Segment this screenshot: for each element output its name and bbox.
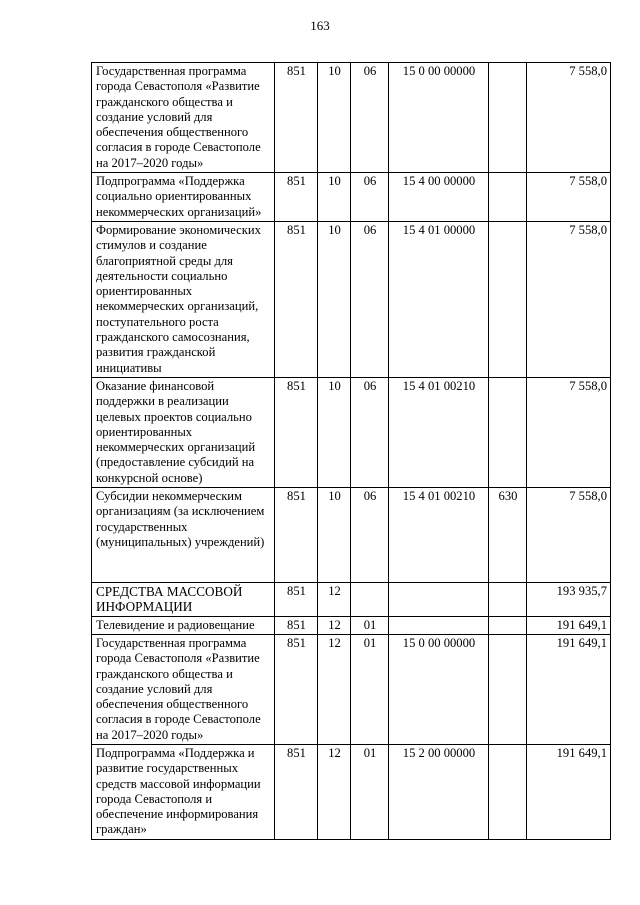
table-row <box>92 616 611 634</box>
subsection-cell: 01 <box>351 634 389 744</box>
page-number: 163 <box>310 18 330 33</box>
section-cell: 10 <box>318 377 351 487</box>
section-cell: 10 <box>318 63 351 173</box>
subsection-cell: 06 <box>351 377 389 487</box>
subsection-cell: 06 <box>351 173 389 222</box>
amount-cell: 191 649,1 <box>527 744 611 839</box>
target-article-cell: 15 0 00 00000 <box>389 63 489 173</box>
ministry-code-cell: 851 <box>275 616 318 634</box>
amount-cell: 7 558,0 <box>527 63 611 173</box>
row-name-cell: СРЕДСТВА МАССОВОЙ ИНФОРМАЦИИ <box>92 583 275 617</box>
ministry-code-cell: 851 <box>275 583 318 617</box>
target-article-cell <box>389 616 489 634</box>
table-row <box>92 173 611 222</box>
table-row <box>92 744 611 839</box>
subsection-cell: 01 <box>351 616 389 634</box>
table-row <box>92 488 611 583</box>
section-cell: 12 <box>318 634 351 744</box>
row-name-cell: Государственная программа города Севастополя «Развитие гражданского общества и создание условий для обеспечения общественного согласия в городе Севастополе на 2017–2020 годы» <box>92 634 275 744</box>
row-name-cell: Подпрограмма «Поддержка социально ориентированных некоммерческих организаций» <box>92 173 275 222</box>
table-row <box>92 377 611 487</box>
budget-table <box>91 62 611 840</box>
target-article-cell: 15 0 00 00000 <box>389 634 489 744</box>
expense-type-cell <box>489 221 527 377</box>
expense-type-cell <box>489 616 527 634</box>
expense-type-cell <box>489 744 527 839</box>
amount-cell: 193 935,7 <box>527 583 611 617</box>
expense-type-cell <box>489 377 527 487</box>
ministry-code-cell: 851 <box>275 173 318 222</box>
table-row <box>92 583 611 617</box>
row-name-cell: Оказание финансовой поддержки в реализации целевых проектов социально ориентированных некоммерческих организаций (предоставление субсидий на конкурсной основе) <box>92 377 275 487</box>
amount-cell: 7 558,0 <box>527 488 611 583</box>
amount-cell: 7 558,0 <box>527 221 611 377</box>
row-name-cell: Государственная программа города Севастополя «Развитие гражданского общества и создание условий для обеспечения общественного согласия в городе Севастополе на 2017–2020 годы» <box>92 63 275 173</box>
ministry-code-cell: 851 <box>275 63 318 173</box>
amount-cell: 7 558,0 <box>527 173 611 222</box>
row-name-cell: Подпрограмма «Поддержка и развитие государственных средств массовой информации города Севастополя и обеспечение информирования граждан» <box>92 744 275 839</box>
row-name-cell: Субсидии некоммерческим организациям (за исключением государственных (муниципальных) учреждений) <box>92 488 275 583</box>
ministry-code-cell: 851 <box>275 488 318 583</box>
ministry-code-cell: 851 <box>275 744 318 839</box>
amount-cell: 7 558,0 <box>527 377 611 487</box>
target-article-cell: 15 4 00 00000 <box>389 173 489 222</box>
target-article-cell: 15 4 01 00000 <box>389 221 489 377</box>
subsection-cell: 06 <box>351 488 389 583</box>
table-row <box>92 221 611 377</box>
table-row <box>92 63 611 173</box>
ministry-code-cell: 851 <box>275 634 318 744</box>
section-cell: 12 <box>318 744 351 839</box>
target-article-cell: 15 4 01 00210 <box>389 377 489 487</box>
subsection-cell: 06 <box>351 63 389 173</box>
row-name-cell: Телевидение и радиовещание <box>92 616 275 634</box>
ministry-code-cell: 851 <box>275 221 318 377</box>
table-row <box>92 634 611 744</box>
expense-type-cell <box>489 173 527 222</box>
subsection-cell: 01 <box>351 744 389 839</box>
section-cell: 12 <box>318 583 351 617</box>
section-cell: 12 <box>318 616 351 634</box>
expense-type-cell <box>489 583 527 617</box>
row-name-cell: Формирование экономических стимулов и создание благоприятной среды для деятельности социально ориентированных некоммерческих организаций, поступательного роста гражданского самосознания, развития гражданской инициативы <box>92 221 275 377</box>
section-cell: 10 <box>318 488 351 583</box>
expense-type-cell <box>489 634 527 744</box>
ministry-code-cell: 851 <box>275 377 318 487</box>
subsection-cell <box>351 583 389 617</box>
expense-type-cell <box>489 63 527 173</box>
amount-cell: 191 649,1 <box>527 616 611 634</box>
target-article-cell: 15 2 00 00000 <box>389 744 489 839</box>
subsection-cell: 06 <box>351 221 389 377</box>
amount-cell: 191 649,1 <box>527 634 611 744</box>
target-article-cell <box>389 583 489 617</box>
section-cell: 10 <box>318 221 351 377</box>
section-cell: 10 <box>318 173 351 222</box>
target-article-cell: 15 4 01 00210 <box>389 488 489 583</box>
expense-type-cell: 630 <box>489 488 527 583</box>
